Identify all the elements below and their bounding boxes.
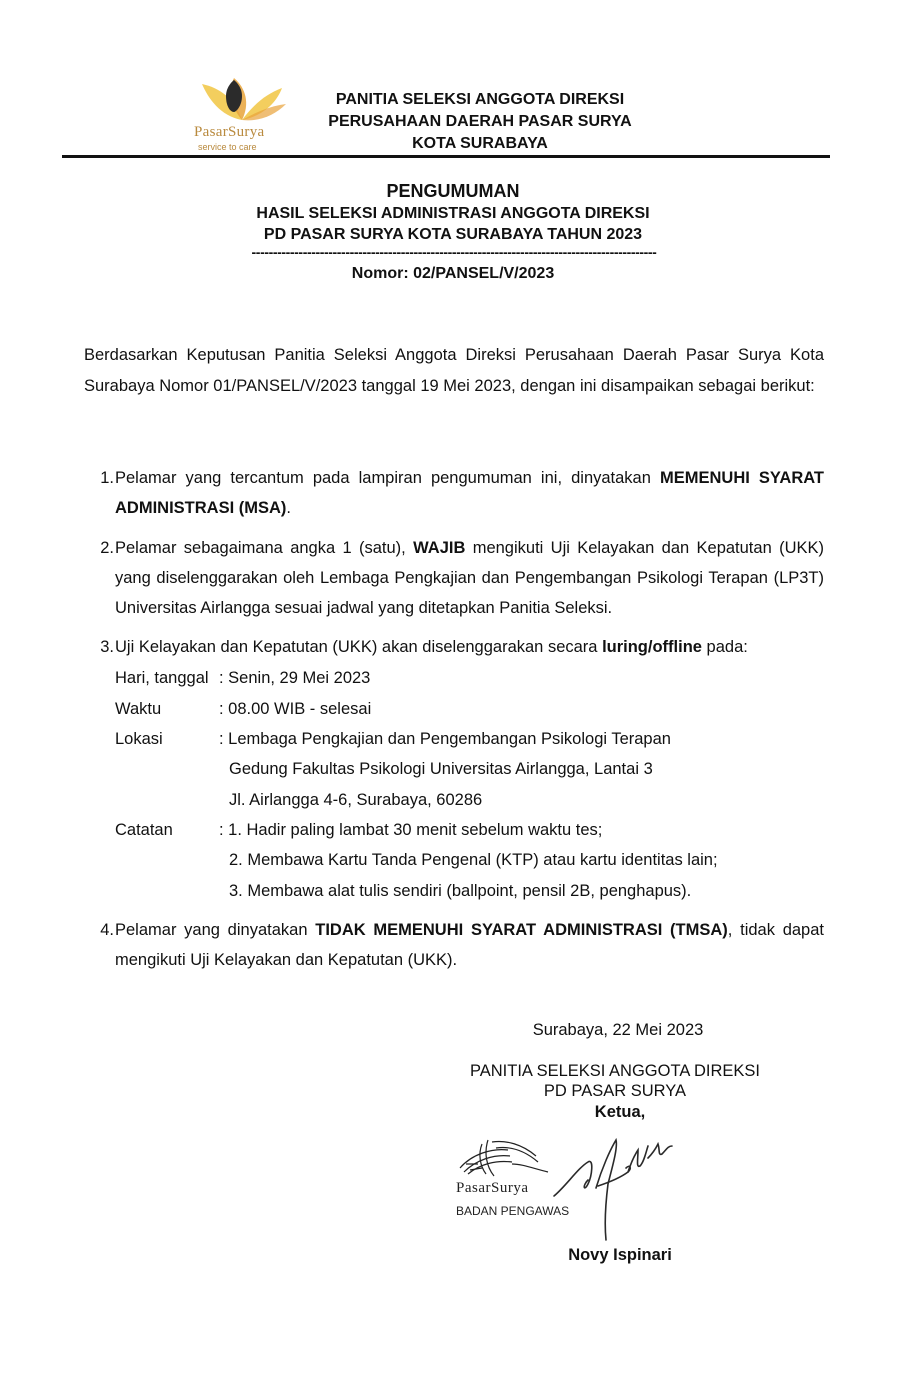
note-line-2: 2. Membawa Kartu Tanda Pengenal (KTP) atau kartu identitas lain; — [229, 851, 718, 869]
signatory-org-2: PD PASAR SURYA — [543, 1082, 687, 1100]
announcement-subtitle-2: PD PASAR SURYA KOTA SURABAYA TAHUN 2023 — [263, 226, 643, 243]
item-number: 4. — [100, 921, 114, 939]
handwritten-signature — [548, 1128, 688, 1248]
stamp-brand: PasarSurya — [456, 1180, 529, 1196]
signatory-name: Novy Ispinari — [568, 1246, 672, 1264]
header-line-3: KOTA SURABAYA — [412, 135, 548, 152]
list-item — [84, 463, 824, 525]
item-text: Pelamar yang tercantum pada lampiran pengumuman ini, dinyatakan MEMENUHI SYARAT ADMINISTRASI (MSA). — [115, 469, 825, 517]
time-value: : 08.00 WIB - selesai — [219, 700, 372, 718]
logo-brand-text: PasarSurya — [194, 124, 265, 140]
stamp-unit: BADAN PENGAWAS — [456, 1204, 570, 1218]
signatory-org-1: PANITIA SELEKSI ANGGOTA DIREKSI — [469, 1062, 761, 1080]
announcement-subtitle-1: HASIL SELEKSI ADMINISTRASI ANGGOTA DIREKSI — [256, 205, 650, 222]
header-line-1: PANITIA SELEKSI ANGGOTA DIREKSI — [335, 91, 625, 108]
header-line-2: PERUSAHAAN DAERAH PASAR SURYA — [328, 113, 632, 130]
list-item — [84, 533, 824, 625]
list-item — [84, 632, 824, 662]
list-item — [84, 915, 824, 977]
stamp-emblem-icon — [452, 1134, 562, 1180]
announcement-number: Nomor: 02/PANSEL/V/2023 — [351, 265, 555, 282]
announcement-title: PENGUMUMAN — [386, 181, 520, 201]
item-text: Uji Kelayakan dan Kepatutan (UKK) akan diselenggarakan secara luring/offline pada: — [115, 638, 748, 656]
location-line-3: Jl. Airlangga 4-6, Surabaya, 60286 — [229, 791, 483, 809]
item-text: Pelamar sebagaimana angka 1 (satu), WAJIB mengikuti Uji Kelayakan dan Kepatutan (UKK) yang diselenggarakan oleh Lembaga Pengkajian dan Pengembangan Psikologi Terapan (LP3T) Universitas Airlangga sesuai jadwal yang ditetapkan Panitia Seleksi. — [115, 539, 825, 617]
dashed-separator: ----------------------------------------------------------------------------------------------- — [251, 244, 657, 260]
notes-label: Catatan — [115, 821, 173, 839]
note-line-1: : 1. Hadir paling lambat 30 menit sebelum waktu tes; — [219, 821, 603, 839]
item-number: 3. — [100, 638, 114, 656]
location-line-1: : Lembaga Pengkajian dan Pengembangan Psikologi Terapan — [219, 730, 671, 748]
item-number: 1. — [100, 469, 114, 487]
time-label: Waktu — [115, 700, 162, 718]
day-label: Hari, tanggal — [115, 669, 209, 687]
place-date: Surabaya, 22 Mei 2023 — [532, 1021, 704, 1039]
location-label: Lokasi — [115, 730, 163, 748]
header-divider — [62, 155, 830, 158]
item-number: 2. — [100, 539, 114, 557]
note-line-3: 3. Membawa alat tulis sendiri (ballpoint, pensil 2B, penghapus). — [229, 882, 692, 900]
intro-paragraph: Berdasarkan Keputusan Panitia Seleksi Anggota Direksi Perusahaan Daerah Pasar Surya Kota Surabaya Nomor 01/PANSEL/V/2023 tanggal 19 Mei 2023, dengan ini disampaikan sebagai berikut: — [84, 346, 824, 395]
logo-tagline: service to care — [198, 142, 257, 152]
signatory-role: Ketua, — [594, 1103, 646, 1121]
item-text: Pelamar yang dinyatakan TIDAK MEMENUHI SYARAT ADMINISTRASI (TMSA), tidak dapat mengikuti Uji Kelayakan dan Kepatutan (UKK). — [115, 921, 824, 969]
day-value: : Senin, 29 Mei 2023 — [219, 669, 371, 687]
location-line-2: Gedung Fakultas Psikologi Universitas Airlangga, Lantai 3 — [229, 760, 653, 778]
